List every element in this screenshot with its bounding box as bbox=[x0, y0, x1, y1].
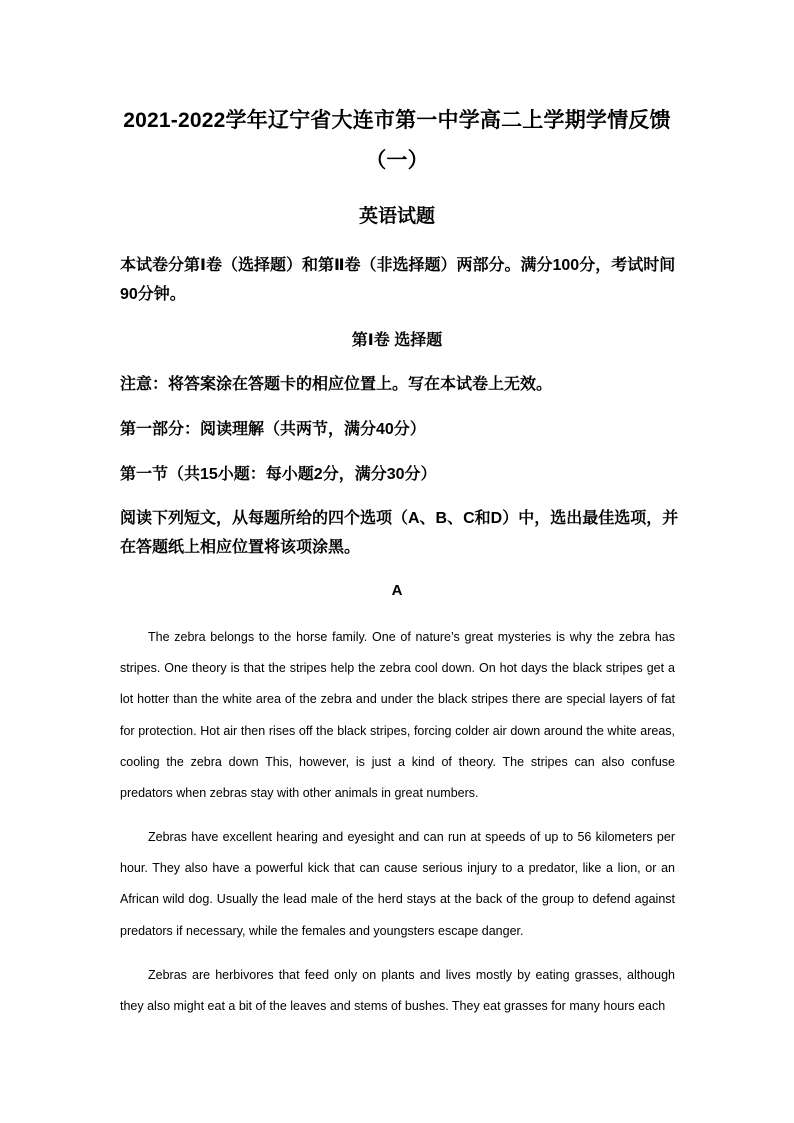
subject-title: 英语试题 bbox=[358, 206, 435, 227]
passage-paragraph-1: The zebra belongs to the horse family. One of nature’s great mysteries is why the zebra has stripes. One theory is that the stripes help the zebra cool down. On hot days the black stripes get a lot hotter than the white area of the zebra and under the black stripes there are special layers of fat for protection. Hot air then rises off the black stripes, forcing colder air down around the white areas, cooling the zebra down This, however, is just a kind of theory. The stripes can also confuse predators when zebras stay with other animals in great numbers. bbox=[120, 630, 675, 801]
notice-text: 注意：将答案涂在答题卡的相应位置上。写在本试卷上无效。 bbox=[120, 376, 553, 393]
reading-instruction: 阅读下列短文，从每题所给的四个选项（A、B、C和D）中，选出最佳选项，并在答题纸上相应位置将该项涂黑。 bbox=[120, 510, 679, 556]
section-heading: 第一节（共15小题：每小题2分，满分30分） bbox=[120, 466, 437, 483]
passage-paragraph-3: Zebras are herbivores that feed only on plants and lives mostly by eating grasses, although they also might eat a bit of the leaves and stems of bushes. They eat grasses for many hours each bbox=[120, 968, 675, 1014]
document-title-line2: （一） bbox=[365, 149, 429, 172]
document-title-line1: 2021-2022学年辽宁省大连市第一中学高二上学期学情反馈 bbox=[123, 109, 671, 132]
part-heading: 第一部分：阅读理解（共两节，满分40分） bbox=[120, 421, 426, 438]
passage-label: A bbox=[391, 582, 403, 599]
exam-intro-paragraph: 本试卷分第Ⅰ卷（选择题）和第Ⅱ卷（非选择题）两部分。满分100分，考试时间90分钟。 bbox=[120, 257, 676, 303]
volume-heading: 第Ⅰ卷 选择题 bbox=[351, 332, 443, 349]
passage-paragraph-2: Zebras have excellent hearing and eyesight and can run at speeds of up to 56 kilometers per hour. They also have a powerful kick that can cause serious injury to a predator, like a lion, or an African wild dog. Usually the lead male of the herd stays at the back of the group to defend against predators if necessary, while the females and youngsters escape danger. bbox=[120, 830, 675, 938]
